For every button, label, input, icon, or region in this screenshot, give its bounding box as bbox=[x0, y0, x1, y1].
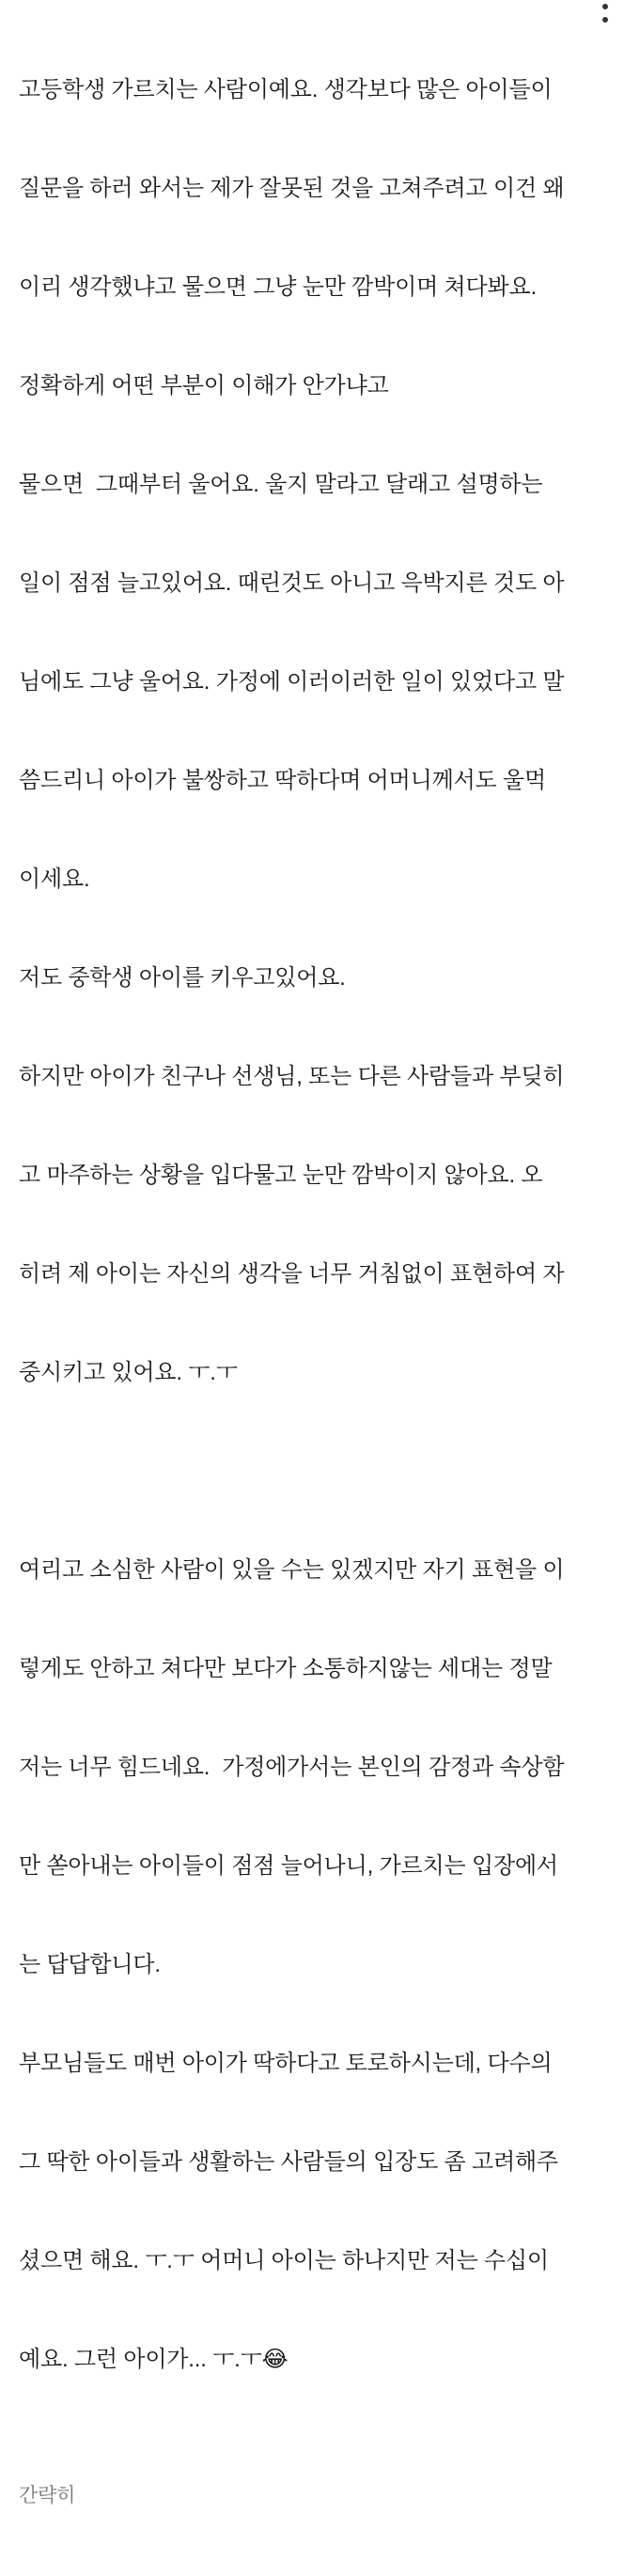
comment-line: 고 마주하는 상황을 입다물고 눈만 깜박이지 않아요. 오 bbox=[19, 1163, 543, 1188]
comment-line: 히려 제 아이는 자신의 생각을 너무 거침없이 표현하여 자 bbox=[19, 1261, 565, 1287]
comment-line: 님에도 그냥 울어요. 가정에 이러이러한 일이 있었다고 말 bbox=[19, 669, 565, 695]
comment-line: 저는 너무 힘드네요. 가정에가서는 본인의 감정과 속상함 bbox=[19, 1755, 565, 1780]
comment-line: 일이 점점 늘고있어요. 때린것도 아니고 윽박지른 것도 아 bbox=[19, 570, 565, 596]
comment-line: 정확하게 어떤 부분이 이해가 안가냐고 bbox=[19, 373, 389, 398]
comment-line: 그 딱한 아이들과 생활하는 사람들의 입장도 좀 고려해주 bbox=[19, 2149, 558, 2175]
comment-line: 저도 중학생 아이를 키우고있어요. bbox=[19, 965, 346, 991]
comment-line: 는 답답합니다. bbox=[19, 1952, 161, 1977]
comment-line: 고등학생 가르치는 사람이예요. 생각보다 많은 아이들이 bbox=[19, 77, 553, 102]
comment-line: 하지만 아이가 친구나 선생님, 또는 다른 사람들과 부딪히 bbox=[19, 1064, 565, 1089]
comment-line: 부모님들도 매번 아이가 딱하다고 토로하시는데, 다수의 bbox=[19, 2051, 553, 2076]
comment-line: 중시키고 있어요. ㅜ.ㅜ bbox=[19, 1360, 238, 1385]
comment-blank-line bbox=[19, 1455, 609, 1488]
comment-line: 여리고 소심한 사람이 있을 수는 있겠지만 자기 표현을 이 bbox=[19, 1557, 565, 1583]
comment-line: 만 쏟아내는 아이들이 점점 늘어나니, 가르치는 입장에서 bbox=[19, 1853, 558, 1879]
comment-text bbox=[19, 8, 609, 2576]
comment-line: 질문을 하러 와서는 제가 잘못된 것을 고쳐주려고 이건 왜 bbox=[19, 176, 565, 201]
comment-line: 렇게도 안하고 쳐다만 보다가 소통하지않는 세대는 정말 bbox=[19, 1656, 553, 1681]
comment-line: 물으면 그때부터 울어요. 울지 말라고 달래고 설명하는 bbox=[19, 472, 543, 497]
comment-line: 씀드리니 아이가 불쌍하고 딱하다며 어머니께서도 울먹 bbox=[19, 768, 546, 793]
comment-line: 이리 생각했냐고 물으면 그냥 눈만 깜박이며 쳐다봐요. bbox=[19, 274, 537, 300]
comment-line: 이세요. bbox=[19, 866, 90, 892]
collapse-link[interactable]: 간략히 bbox=[19, 2485, 76, 2506]
comment-line: 셨으면 해요. ㅜ.ㅜ 어머니 아이는 하나지만 저는 수십이 bbox=[19, 2248, 549, 2273]
comment-line: 예요. 그런 아이가... ㅜ.ㅜ😂 bbox=[19, 2347, 289, 2372]
